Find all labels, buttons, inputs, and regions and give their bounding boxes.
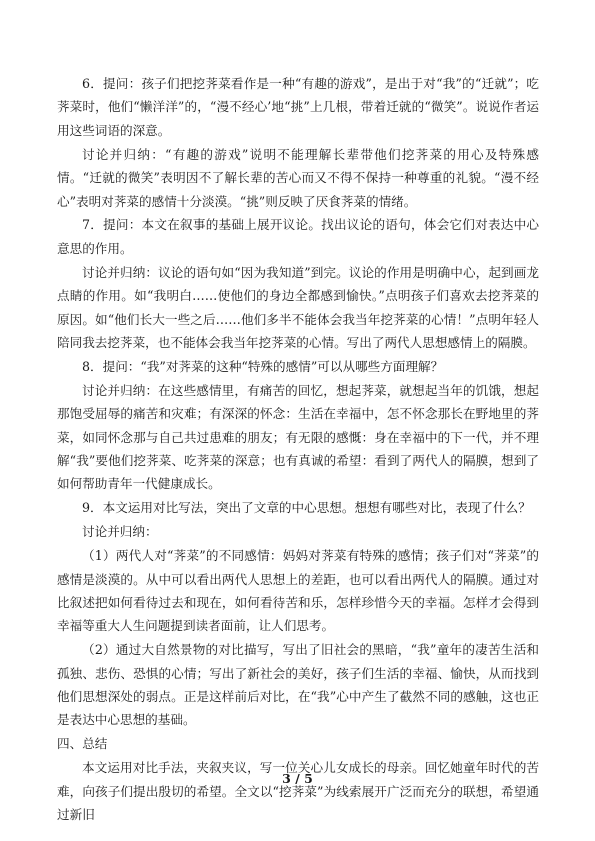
paragraph: 本文运用对比手法，夹叙夹议，写一位关心儿女成长的母亲。回忆她童年时代的苦难，向孩子们提出殷切的希望。全文以“挖荠菜”为线索展开广泛而充分的联想，希望通过新旧 — [57, 760, 539, 823]
paragraph: 8．提问：“我”对荠菜的这种“特殊的感情”可以从哪些方面理解？ — [82, 358, 444, 374]
paragraph: 7．提问：本文在叙事的基础上展开议论。找出议论的语句，体会它们对表达中心意思的作用。 — [57, 217, 539, 256]
section-heading: 四、总结 — [57, 736, 108, 752]
page-number: 3 / 5 — [282, 771, 313, 786]
paragraph: 讨论并归纳：议论的语句如“因为我知道”到完。议论的作用是明确中心，起到画龙点睛的作用。如“我明白……使他们的身边全都感到愉快。”点明孩子们喜欢去挖荠菜的原因。如“他们长大一些之后……他们多半不能体会我当年挖荠菜的心情！”点明年轻人陪同我去挖荠菜，也不能体会我当年挖荠菜的心情。写出了两代人思想感情上的隔膜。 — [57, 264, 539, 350]
paragraph: 9．本文运用对比写法，突出了文章的中心思想。想想有哪些对比，表现了什么？ — [82, 500, 531, 516]
paragraph: （2）通过大自然景物的对比描写，写出了旧社会的黑暗，“我”童年的凄苦生活和孤独、悲伤、恐惧的心情；写出了新社会的美好，孩子们生活的幸福、愉快，从而找到他们思想深处的弱点。正是这样前后对比，在“我”心中产生了截然不同的感触，这也正是表达中心思想的基础。 — [57, 642, 539, 728]
paragraph: （1）两代人对“荠菜”的不同感情：妈妈对荠菜有特殊的感情；孩子们对“荠菜”的感情是淡漠的。从中可以看出两代人思想上的差距，也可以看出两代人的隔膜。通过对比叙述把如何看待过去和现在，如何看待苦和乐，怎样珍惜今天的幸福。怎样才会得到幸福等重大人生问题提到读者面前，让人们思考。 — [57, 548, 539, 634]
paragraph: 讨论并归纳：在这些感情里，有痛苦的回忆，想起荠菜，就想起当年的饥饿，想起那饱受屈辱的痛苦和灾难；有深深的怀念：生活在幸福中，怎不怀念那长在野地里的荠菜，如同怀念那与自己共过患难的朋友；有无限的感慨：身在幸福中的下一代，并不理解“我”要他们挖荠菜、吃荠菜的深意；也有真诚的希望：看到了两代人的隔膜，想到了如何帮助青年一代健康成长。 — [57, 382, 539, 492]
document-body — [57, 72, 539, 827]
paragraph: 讨论并归纳：“有趣的游戏”说明不能理解长辈带他们挖荠菜的用心及特殊感情。“迁就的微笑”表明因不了解长辈的苦心而又不得不保持一种尊重的礼貌。“漫不经心”表明对荠菜的感情十分淡漠。“挑”则反映了厌食荠菜的情绪。 — [57, 146, 539, 209]
paragraph: 6．提问：孩子们把挖荠菜看作是一种“有趣的游戏”，是出于对“我”的“迁就”；吃荠菜时，他们“懒洋洋”的，“漫不经心’地“挑”上几根，带着迁就的“微笑”。说说作者运用这些词语的深意。 — [57, 76, 539, 138]
paragraph: 讨论并归纳： — [82, 524, 158, 540]
